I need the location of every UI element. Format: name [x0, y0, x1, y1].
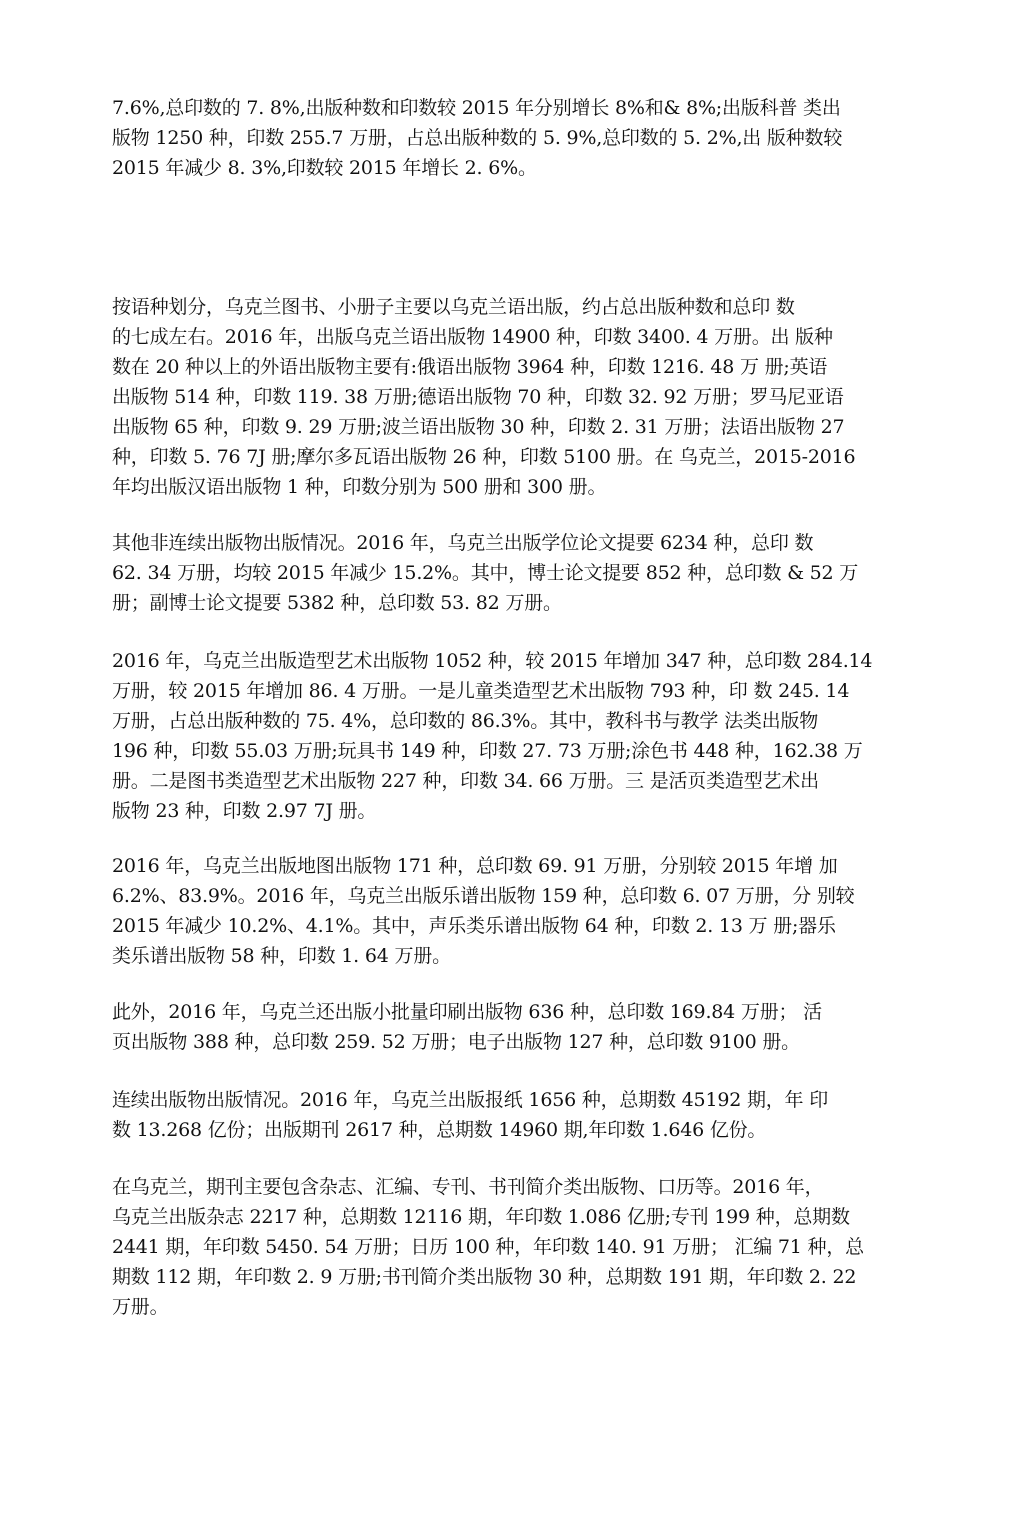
text-line: 2015 年减少 10.2%、4.1%。其中，声乐类乐谱出版物 64 种，印数 2. 13 万 册;器乐: [112, 915, 836, 937]
paragraph-6: [112, 997, 912, 1057]
text-line: 62. 34 万册，均较 2015 年减少 15.2%。其中，博士论文提要 852 种，总印数 & 52 万: [112, 562, 859, 584]
paragraph-3: [112, 528, 912, 618]
text-line: 册。二是图书类造型艺术出版物 227 种，印数 34. 66 万册。三 是活页类造型艺术出: [112, 770, 819, 792]
text-line: 册；副博士论文提要 5382 种，总印数 53. 82 万册。: [112, 592, 562, 614]
text-line: 2016 年，乌克兰出版地图出版物 171 种，总印数 69. 91 万册，分别较 2015 年增 加: [112, 855, 838, 877]
text-line: 万册，占总出版种数的 75. 4%，总印数的 86.3%。其中，教科书与教学 法类出版物: [112, 710, 819, 732]
text-line: 万册，较 2015 年增加 86. 4 万册。一是儿童类造型艺术出版物 793 种，印 数 245. 14: [112, 680, 850, 702]
text-line: 万册。: [112, 1296, 169, 1318]
text-line: 按语种划分，乌克兰图书、小册子主要以乌克兰语出版，约占总出版种数和总印 数: [112, 296, 795, 318]
text-line: 版物 1250 种，印数 255.7 万册，占总出版种数的 5. 9%,总印数的 5. 2%,出 版种数较: [112, 127, 843, 149]
text-line: 的七成左右。2016 年，出版乌克兰语出版物 14900 种，印数 3400. 4 万册。出 版种: [112, 326, 833, 348]
text-line: 7.6%,总印数的 7. 8%,出版种数和印数较 2015 年分别增长 8%和& 8%;出版科普 类出: [112, 97, 841, 119]
text-line: 种，印数 5. 76 7J 册;摩尔多瓦语出版物 26 种，印数 5100 册。在 乌克兰，2015-2016: [112, 446, 856, 468]
paragraph-1: [112, 93, 912, 183]
text-line: 乌克兰出版杂志 2217 种，总期数 12116 期，年印数 1.086 亿册;专刊 199 种，总期数: [112, 1206, 850, 1228]
text-line: 6.2%、83.9%。2016 年，乌克兰出版乐谱出版物 159 种，总印数 6. 07 万册，分 别较: [112, 885, 855, 907]
text-line: 2016 年，乌克兰出版造型艺术出版物 1052 种，较 2015 年增加 347 种，总印数 284.14: [112, 650, 873, 672]
text-line: 年均出版汉语出版物 1 种，印数分别为 500 册和 300 册。: [112, 476, 607, 498]
text-line: 196 种，印数 55.03 万册;玩具书 149 种，印数 27. 73 万册;涂色书 448 种，162.38 万: [112, 740, 863, 762]
text-line: 2015 年减少 8. 3%,印数较 2015 年增长 2. 6%。: [112, 157, 537, 179]
text-line: 出版物 65 种，印数 9. 29 万册;波兰语出版物 30 种，印数 2. 31 万册；法语出版物 27: [112, 416, 845, 438]
text-line: 其他非连续出版物出版情况。2016 年，乌克兰出版学位论文提要 6234 种，总印 数: [112, 532, 814, 554]
text-line: 页出版物 388 种，总印数 259. 52 万册；电子出版物 127 种，总印数 9100 册。: [112, 1031, 800, 1053]
paragraph-2: [112, 292, 912, 502]
text-line: 版物 23 种，印数 2.97 7J 册。: [112, 800, 377, 822]
paragraph-5: [112, 851, 912, 971]
text-line: 数在 20 种以上的外语出版物主要有:俄语出版物 3964 种，印数 1216. 48 万 册;英语: [112, 356, 828, 378]
text-line: 类乐谱出版物 58 种，印数 1. 64 万册。: [112, 945, 451, 967]
paragraph-8: [112, 1172, 912, 1322]
text-line: 2441 期，年印数 5450. 54 万册；日历 100 种，年印数 140. 91 万册； 汇编 71 种，总: [112, 1236, 864, 1258]
text-line: 数 13.268 亿份；出版期刊 2617 种，总期数 14960 期,年印数 1.646 亿份。: [112, 1119, 767, 1141]
paragraph-7: [112, 1085, 912, 1145]
text-line: 出版物 514 种，印数 119. 38 万册;德语出版物 70 种，印数 32. 92 万册；罗马尼亚语: [112, 386, 844, 408]
paragraph-4: [112, 646, 912, 826]
text-line: 此外，2016 年，乌克兰还出版小批量印刷出版物 636 种，总印数 169.84 万册； 活: [112, 1001, 822, 1023]
text-line: 期数 112 期，年印数 2. 9 万册;书刊简介类出版物 30 种，总期数 191 期，年印数 2. 22: [112, 1266, 857, 1288]
text-line: 在乌克兰，期刊主要包含杂志、汇编、专刊、书刊简介类出版物、口历等。2016 年，: [112, 1176, 824, 1198]
text-line: 连续出版物出版情况。2016 年，乌克兰出版报纸 1656 种，总期数 45192 期，年 印: [112, 1089, 828, 1111]
